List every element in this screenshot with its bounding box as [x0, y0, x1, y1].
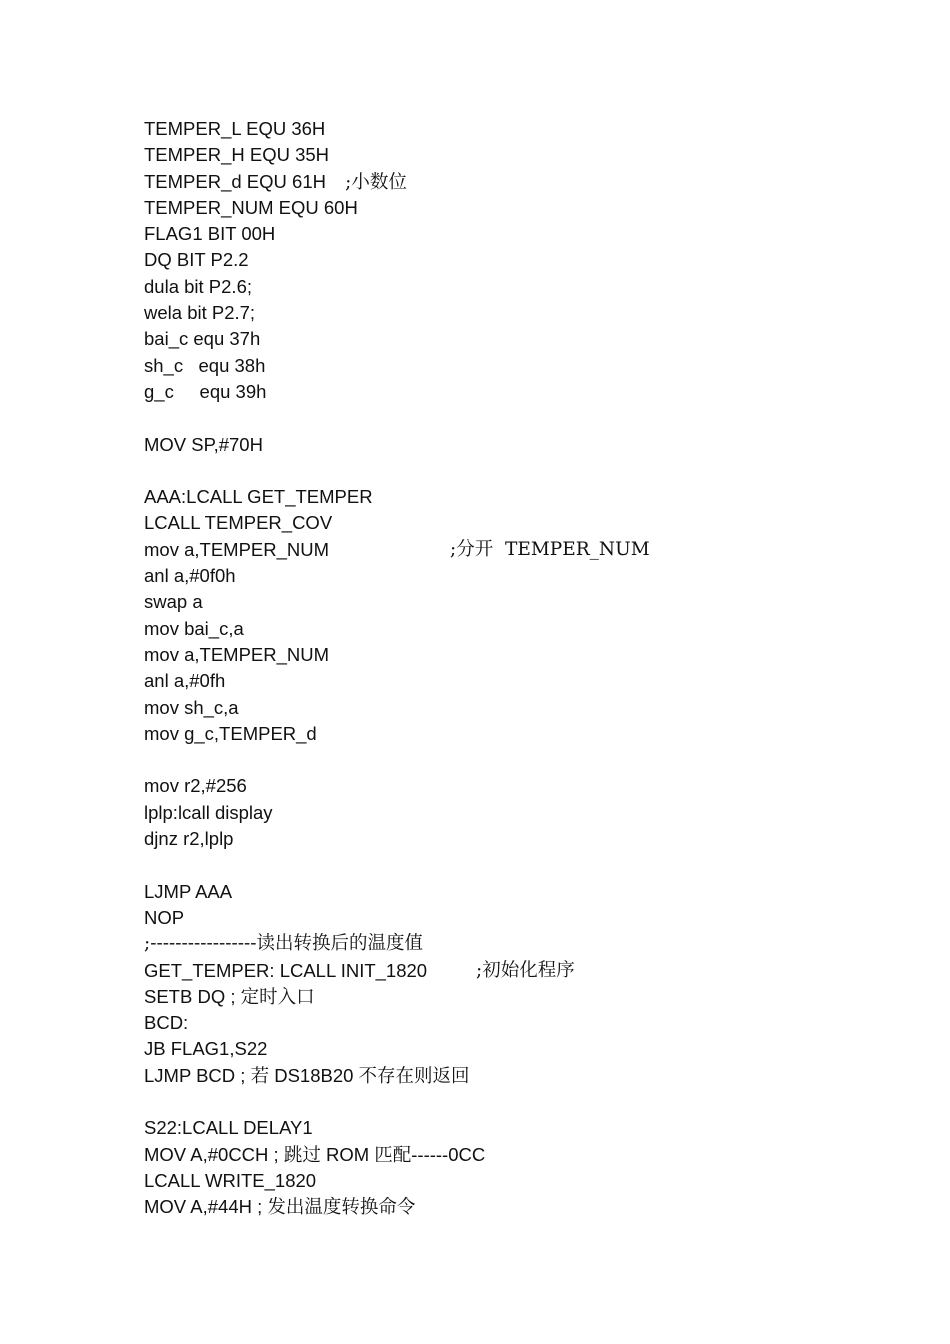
code-line: [144, 1115, 924, 1141]
code-line: [144, 116, 924, 142]
code-text: MOV SP,#70H: [144, 433, 263, 455]
code-text: wela bit P2.7;: [144, 302, 256, 324]
code-text: NOP: [144, 906, 185, 928]
code-text: bai_c equ 37h: [144, 328, 261, 350]
code-text: TEMPER_H EQU 35H: [144, 144, 330, 166]
code-line: [144, 326, 924, 352]
code-line: [144, 274, 924, 300]
code-text: GET_TEMPER: LCALL INIT_1820: [144, 959, 428, 981]
code-line: [144, 221, 924, 247]
code-line: [144, 905, 924, 931]
code-line: [144, 721, 924, 747]
code-text: mov a,TEMPER_NUM: [144, 643, 330, 665]
code-text: LJMP AAA: [144, 880, 233, 902]
code-text: g_c equ 39h: [144, 380, 267, 402]
code-text: SETB DQ ; 定时入口: [144, 985, 315, 1007]
blank-line: [144, 405, 924, 431]
code-text: mov a,TEMPER_NUM: [144, 538, 330, 560]
code-text: swap a: [144, 591, 203, 613]
code-text: LCALL TEMPER_COV: [144, 512, 333, 534]
code-text: FLAG1 BIT 00H: [144, 223, 276, 245]
code-line: [144, 616, 924, 642]
code-line: [144, 1010, 924, 1036]
code-text: LJMP BCD ; 若 DS18B20 不存在则返回: [144, 1064, 470, 1086]
code-line: [144, 510, 924, 536]
code-line: [144, 195, 924, 221]
code-text: S22:LCALL DELAY1: [144, 1117, 313, 1139]
code-text: mov g_c,TEMPER_d: [144, 722, 317, 744]
code-text: BCD:: [144, 1012, 189, 1034]
code-listing: [144, 116, 924, 1220]
code-text: MOV A,#0CCH ; 跳过 ROM 匹配------0CC: [144, 1143, 486, 1165]
code-line: [144, 1194, 924, 1220]
code-text: dula bit P2.6;: [144, 275, 252, 297]
blank-line: [144, 458, 924, 484]
code-text: LCALL WRITE_1820: [144, 1169, 317, 1191]
code-line: [144, 800, 924, 826]
code-text: sh_c equ 38h: [144, 354, 266, 376]
code-line: [144, 247, 924, 273]
code-text: mov sh_c,a: [144, 696, 239, 718]
code-text: anl a,#0fh: [144, 670, 226, 692]
code-line: [144, 1063, 924, 1089]
code-line: [144, 169, 924, 195]
code-line: [144, 353, 924, 379]
code-line: [144, 984, 924, 1010]
code-comment: ;分开 TEMPER_NUM: [450, 538, 650, 560]
code-line: [144, 695, 924, 721]
code-line: [144, 826, 924, 852]
code-line: [144, 879, 924, 905]
code-text: TEMPER_NUM EQU 60H: [144, 196, 358, 218]
code-line: [144, 432, 924, 458]
blank-line: [144, 747, 924, 773]
code-line: [144, 1142, 924, 1168]
code-line: [144, 931, 924, 957]
code-text: mov bai_c,a: [144, 617, 244, 639]
blank-line: [144, 1089, 924, 1115]
code-line: [144, 379, 924, 405]
code-text: TEMPER_L EQU 36H: [144, 118, 326, 139]
code-line: [144, 1036, 924, 1062]
code-text: lplp:lcall display: [144, 801, 273, 823]
code-comment: ;初始化程序: [476, 959, 575, 981]
code-line: [144, 958, 924, 984]
code-text: JB FLAG1,S22: [144, 1038, 268, 1060]
code-text: anl a,#0f0h: [144, 565, 236, 587]
code-line: [144, 1168, 924, 1194]
code-text: ;-----------------读出转换后的温度值: [144, 933, 424, 955]
code-line: [144, 642, 924, 668]
code-line: [144, 142, 924, 168]
code-text: AAA:LCALL GET_TEMPER: [144, 486, 373, 508]
code-line: [144, 300, 924, 326]
code-line: [144, 773, 924, 799]
code-text: TEMPER_d EQU 61H: [144, 170, 332, 192]
code-text: mov r2,#256: [144, 775, 247, 797]
code-line: [144, 537, 924, 563]
code-comment: ;小数位: [345, 171, 407, 193]
code-text: MOV A,#44H ; 发出温度转换命令: [144, 1196, 416, 1218]
code-line: [144, 484, 924, 510]
code-line: [144, 589, 924, 615]
code-line: [144, 563, 924, 589]
code-text: djnz r2,lplp: [144, 828, 234, 850]
code-text: DQ BIT P2.2: [144, 249, 249, 271]
code-line: [144, 668, 924, 694]
blank-line: [144, 852, 924, 878]
